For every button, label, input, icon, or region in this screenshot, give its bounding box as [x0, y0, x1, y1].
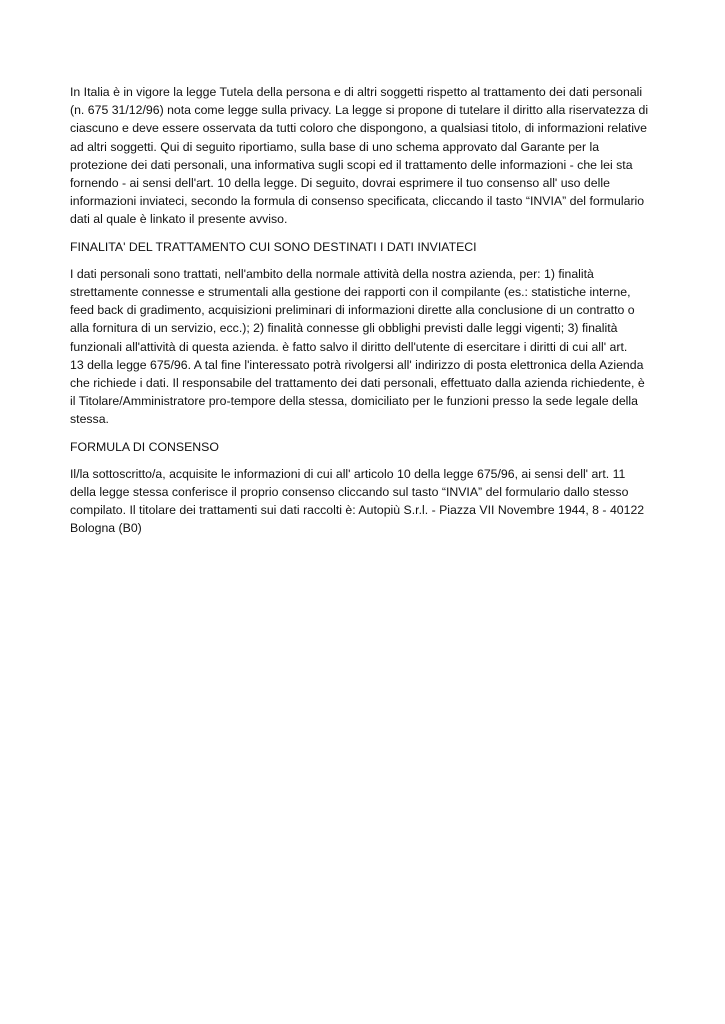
finalita-line: funzionali all'attività di questa azienda. è fatto salvo il diritto dell'utente di esercitare i diritti di cui all' art. — [70, 339, 628, 354]
intro-paragraph — [70, 83, 655, 229]
intro-line: In Italia è in vigore la legge Tutela della persona e di altri soggetti rispetto al trattamento dei dati personali — [70, 85, 643, 99]
finalita-line: alla fornitura di un servizio, ecc.); 2) finalità connesse gli obblighi previsti dalle leggi vigenti; 3) finalità — [70, 321, 618, 336]
intro-line: protezione dei dati personali, una informativa sugli scopi ed il trattamento delle informazioni - che lei sta — [70, 157, 633, 172]
intro-line: ciascuno e deve essere osservata da tutti coloro che dispongono, a qualsiasi titolo, di informazioni relative — [70, 121, 647, 136]
consenso-line: Bologna (B0) — [70, 521, 142, 536]
intro-line: dati al quale è linkato il presente avviso. — [70, 212, 288, 227]
intro-line: (n. 675 31/12/96) nota come legge sulla privacy. La legge si propone di tutelare il diritto alla riservatezza di — [70, 103, 649, 118]
consenso-heading: FORMULA DI CONSENSO — [70, 439, 219, 454]
finalita-line: feed back di gradimento, acquisizioni preliminari di informazioni dirette alla conclusione di un contratto o — [70, 303, 635, 318]
finalita-paragraph — [70, 265, 655, 429]
finalita-line: il Titolare/Amministratore pro-tempore della stessa, domiciliato per le funzioni presso la sede legale della — [70, 394, 638, 409]
document-page — [70, 83, 655, 547]
finalita-line: I dati personali sono trattati, nell'ambito della normale attività della nostra azienda, per: 1) finalità — [70, 266, 594, 281]
intro-line: informazioni inviateci, secondo la formula di consenso specificata, cliccando il tasto “INVIA” del formulario — [70, 194, 645, 209]
intro-line: fornendo - ai sensi dell'art. 10 della legge. Di seguito, dovrai esprimere il tuo consenso all' uso delle — [70, 176, 610, 191]
consenso-line: compilato. Il titolare dei trattamenti sui dati raccolti è: Autopiù S.r.l. - Piazza VII Novembre 1944, 8 - 40122 — [70, 503, 645, 518]
finalita-line: stessa. — [70, 412, 109, 427]
consenso-paragraph — [70, 465, 655, 538]
finalita-line: 13 della legge 675/96. A tal fine l'interessato potrà rivolgersi all' indirizzo di posta elettronica della Azienda — [70, 357, 644, 372]
consenso-line: Il/la sottoscritto/a, acquisite le informazioni di cui all' articolo 10 della legge 675/96, ai sensi dell' art. 11 — [70, 466, 626, 481]
intro-line: ad altri soggetti. Qui di seguito riportiamo, sulla base di uno schema approvato dal Garante per la — [70, 139, 600, 154]
finalita-heading: FINALITA' DEL TRATTAMENTO CUI SONO DESTINATI I DATI INVIATECI — [70, 239, 477, 254]
finalita-line: strettamente connesse e strumentali alla gestione dei rapporti con il compilante (es.: statistiche interne, — [70, 285, 631, 300]
finalita-line: che richiede i dati. Il responsabile del trattamento dei dati personali, effettuato dalla azienda richiedente, è — [70, 376, 645, 391]
consenso-line: della legge stessa conferisce il proprio consenso cliccando sul tasto “INVIA” del formulario dallo stesso — [70, 485, 629, 500]
